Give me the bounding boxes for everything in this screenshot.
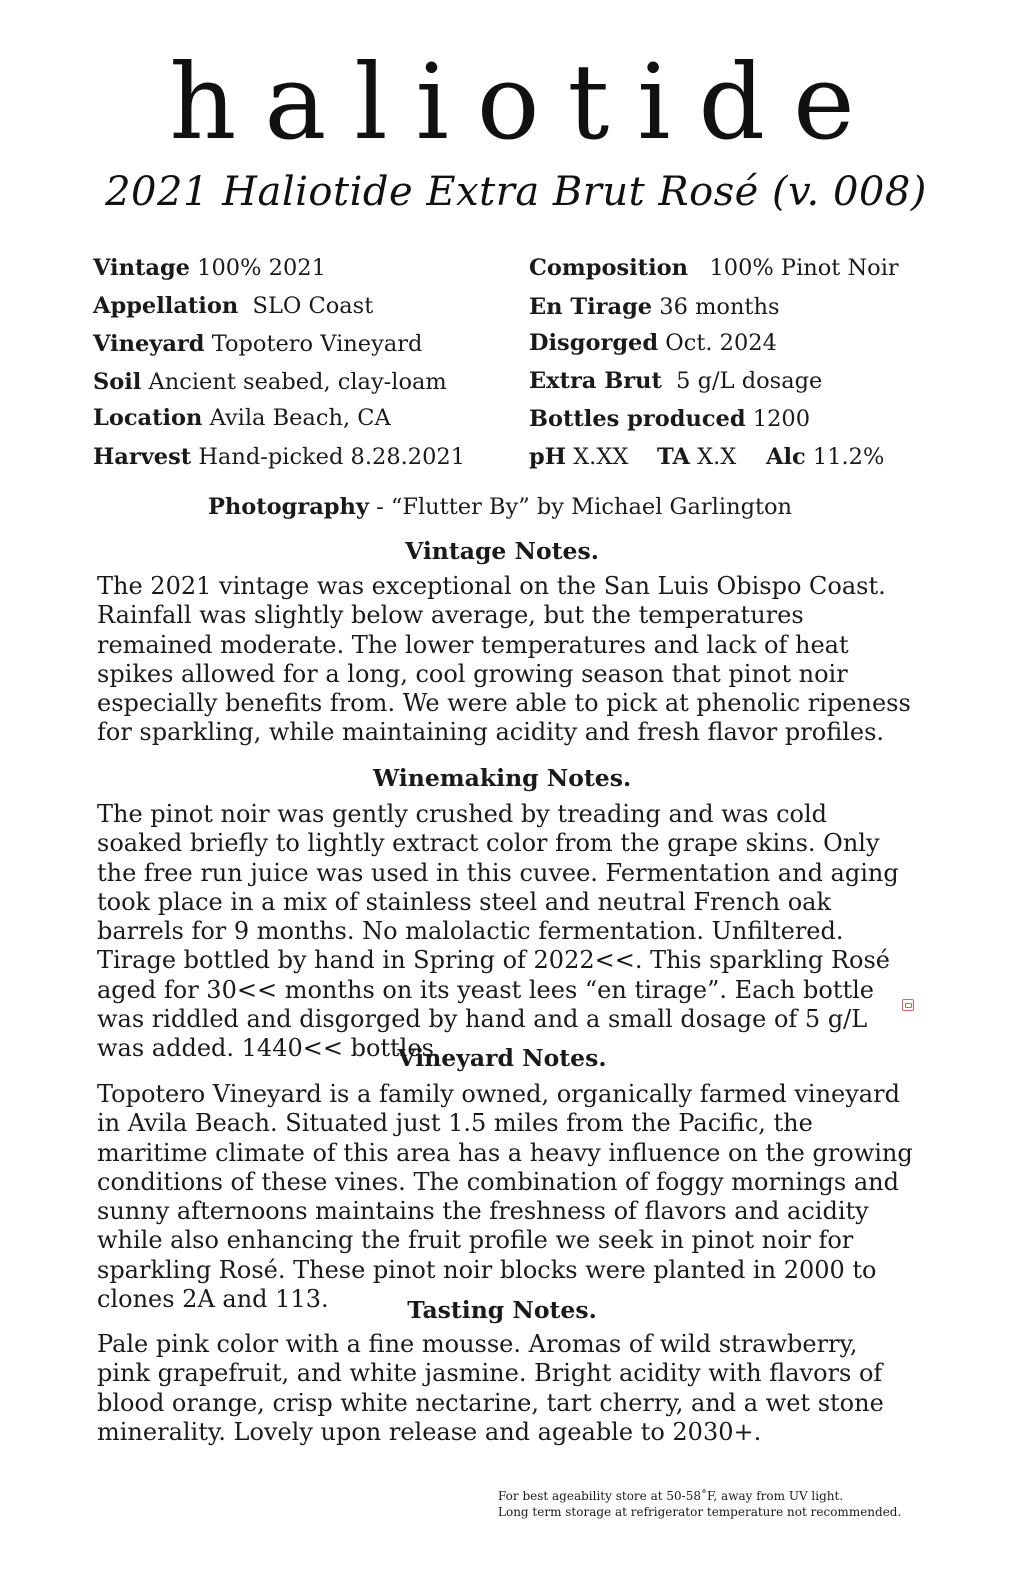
spec-label: Composition (529, 255, 688, 281)
spec-label: Vintage (93, 255, 190, 281)
spec-label: Appellation (93, 293, 239, 319)
spec-value: 100% Pinot Noir (709, 255, 899, 281)
spec-label: Alc (766, 444, 806, 470)
spec-location (93, 407, 391, 430)
spec-value: X.XX (573, 444, 629, 470)
photography-label: Photography (207, 494, 369, 520)
photography-value: - “Flutter By” by Michael Garlington (376, 494, 793, 520)
spec-label: TA (657, 444, 690, 470)
footnote-line: Long term storage at refrigerator temperature not recommended. (498, 1505, 902, 1519)
tasting-notes-text: Pale pink color with a fine mousse. Aromas of wild strawberry, pink grapefruit, and white jasmine. Bright acidity with flavors of blood orange, crisp white nectarine, tart cherry, and a wet stone minerality. Lovely upon release and ageable to 2030+. (97, 1330, 884, 1446)
spec-ta (657, 446, 736, 469)
brand-logo: haliotide (169, 41, 883, 163)
spec-label: Vineyard (93, 331, 205, 357)
spec-label: Location (93, 405, 203, 431)
comment-marker-icon[interactable] (902, 999, 914, 1011)
spec-label: Soil (93, 369, 142, 395)
vintage-notes-heading: Vintage Notes. (405, 537, 599, 565)
spec-value: 5 g/L dosage (676, 368, 823, 394)
photography-credit (0, 494, 1000, 520)
spec-soil (93, 371, 447, 394)
vineyard-notes-heading: Vineyard Notes. (397, 1044, 607, 1072)
spec-value: 1200 (752, 406, 811, 432)
spec-value: Oct. 2024 (665, 330, 777, 356)
vintage-notes-text: The 2021 vintage was exceptional on the San Luis Obispo Coast. Rainfall was slightly below average, but the temperatures remained moderate. The lower temperatures and lack of heat spikes allowed for a long, cool growing season that pinot noir especially benefits from. We were able to pick at phenolic ripeness for sparkling, while maintaining acidity and fresh flavor profiles. (97, 572, 911, 747)
spec-value: 100% 2021 (197, 255, 326, 281)
spec-extra-brut (529, 370, 822, 393)
winemaking-notes-text: The pinot noir was gently crushed by treading and was cold soaked briefly to lightly extract color from the grape skins. Only the free run juice was used in this cuvee. Fermentation and aging took place in a mix of stainless steel and neutral French oak barrels for 9 months. No malolactic fermentation. Unfiltered. Tirage bottled by hand in Spring of 2022<<. This sparkling Rosé aged for 30<< months on its yeast lees “en tirage”. Each bottle was riddled and disgorged by hand and a small dosage of 5 g/L was added. 1440<< bottles (97, 800, 899, 1063)
winemaking-notes-heading: Winemaking Notes. (372, 764, 632, 792)
spec-label: Bottles produced (529, 406, 746, 432)
spec-alc (766, 446, 884, 469)
spec-vineyard (93, 333, 422, 356)
spec-value: 11.2% (812, 444, 885, 470)
spec-value: Avila Beach, CA (209, 405, 391, 431)
vineyard-notes-text: Topotero Vineyard is a family owned, organically farmed vineyard in Avila Beach. Situated just 1.5 miles from the Pacific, the maritime climate of this area has a heavy influence on the growing conditions of these vines. The combination of foggy mornings and sunny afternoons maintains the freshness of flavors and acidity while also enhancing the fruit profile we seek in pinot noir for sparkling Rosé. These pinot noir blocks were planted in 2000 to clones 2A and 113. (97, 1080, 913, 1314)
spec-vintage (93, 257, 326, 280)
tasting-notes-heading: Tasting Notes. (407, 1296, 597, 1324)
spec-value: Ancient seabed, clay-loam (148, 369, 447, 395)
spec-value: X.X (697, 444, 737, 470)
spec-ph (529, 446, 628, 469)
wine-title: 2021 Haliotide Extra Brut Rosé (v. 008) (105, 169, 927, 215)
spec-label: Disgorged (529, 330, 659, 356)
spec-bottles-produced (529, 408, 810, 431)
spec-appellation (93, 295, 373, 318)
spec-label: Extra Brut (529, 368, 662, 394)
footnote-line: For best ageability store at 50-58˚F, away from UV light. (498, 1489, 844, 1503)
spec-harvest (93, 446, 465, 469)
spec-value: SLO Coast (252, 293, 374, 319)
spec-en-tirage (529, 296, 780, 319)
spec-label: En Tirage (529, 294, 653, 320)
spec-label: Harvest (93, 444, 192, 470)
spec-label: pH (529, 444, 566, 470)
spec-composition (529, 257, 899, 280)
spec-disgorged (529, 332, 777, 355)
spec-value: 36 months (659, 294, 780, 320)
storage-footnote (498, 1488, 901, 1520)
spec-value: Topotero Vineyard (211, 331, 423, 357)
spec-value: Hand-picked 8.28.2021 (198, 444, 466, 470)
